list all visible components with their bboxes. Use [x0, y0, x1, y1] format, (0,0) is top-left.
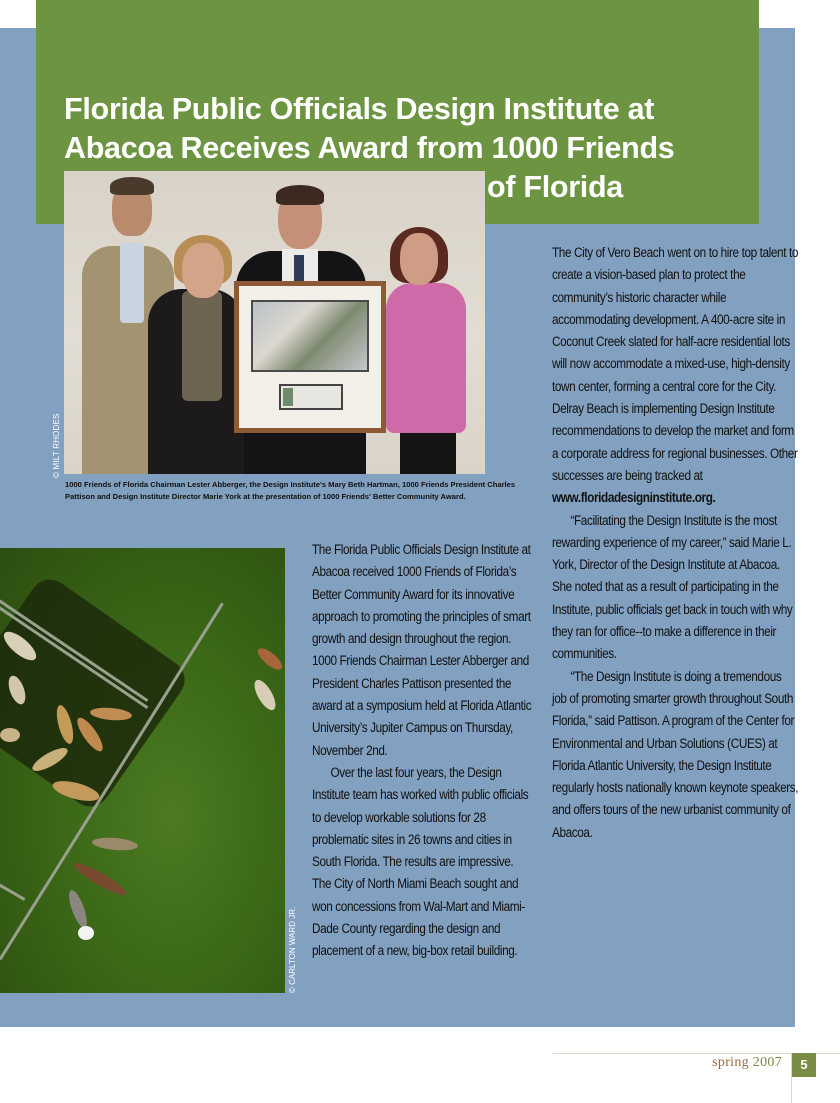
issue-label — [712, 1055, 782, 1071]
cow — [255, 645, 285, 673]
issue-season: spring — [712, 1055, 749, 1070]
award-plaque — [279, 384, 343, 410]
cow — [250, 677, 279, 713]
photo-figure — [182, 243, 224, 298]
body-paragraph: The Florida Public Officials Design Institute at Abacoa received 1000 Friends of Florida’s Better Community Award for its innovative approach to promoting the principles of smart growth and design throughout the region. 1000 Friends Chairman Lester Abberger and President Charles Pattison presented the award at a symposium held at Florida Atlantic University’s Jupiter Campus on Thursday, November 2nd. — [312, 542, 532, 758]
article-body-middle-column — [312, 539, 532, 963]
page-number: 5 — [792, 1053, 816, 1077]
body-paragraph — [552, 242, 798, 510]
photo-figure — [400, 233, 438, 285]
body-paragraph: Over the last four years, the Design Institute team has worked with public officials to develop workable solutions for 28 problematic sites in 26 towns and cities in South Florida. The results are impressive. The City of North Miami Beach sought and won concessions from Wal-Mart and Miami-Dade County regarding the design and placement of a new, big-box retail building. — [312, 764, 529, 959]
body-paragraph: “Facilitating the Design Institute is the most rewarding experience of my career,” said Marie L. York, Director of the Design Institute at Abacoa. She noted that as a result of participating in the Institute, public officials get back in touch with why they ran for office--to make a difference in their communities. — [552, 512, 793, 662]
rider — [92, 836, 139, 852]
photo-credit-award: © MILT RHODES — [52, 413, 61, 478]
article-body-right-column — [552, 242, 798, 844]
rider — [78, 926, 94, 940]
cow — [0, 728, 20, 742]
fence-line — [0, 878, 25, 901]
photo-figure — [276, 185, 324, 205]
rider — [66, 888, 91, 930]
body-paragraph: “The Design Institute is doing a tremendous job of promoting smarter growth throughout South Florida,” said Pattison. A program of the Center for Environmental and Urban Solutions (CUES) at Florida Atlantic University, the Design Institute regularly hosts nationally known keynote speakers, and offers tours of the new urbanist community of Abacoa. — [552, 668, 799, 840]
rider — [71, 859, 129, 899]
photo-figure — [110, 177, 154, 195]
award-frame — [234, 281, 386, 433]
photo-figure — [182, 291, 222, 401]
photo-figure — [120, 243, 144, 323]
issue-year: 2007 — [752, 1055, 782, 1070]
headline-line-1: Florida Public Officials Design Institute at — [64, 92, 655, 126]
award-artwork — [251, 300, 369, 372]
photo-caption: 1000 Friends of Florida Chairman Lester Abberger, the Design Institute's Mary Beth Hartman, 1000 Friends President Charles Pattison and Design Institute Director Marie York at the presentation of 1000 Friends' Better Community Award. — [65, 480, 516, 501]
award-presentation-photo — [64, 171, 485, 474]
headline-line-3: of Florida — [487, 170, 623, 204]
cattle-aerial-photo — [0, 548, 285, 993]
body-text: The City of Vero Beach went on to hire top talent to create a vision-based plan to protect the community’s historic character while accommodating development. A 400-acre site in Coconut Creek slated for half-acre residential lots will now accommodate a mixed-use, high-density town center, forming a central core for the City. Delray Beach is implementing Design Institute recommendations to develop the market and form a corporate address for regional businesses. Other successes are being tracked at — [552, 245, 799, 483]
website-link[interactable]: www.floridadesigninstitute.org. — [552, 490, 716, 506]
photo-figure — [400, 426, 456, 474]
headline-line-2: Abacoa Receives Award from 1000 Friends — [64, 131, 675, 165]
photo-figure — [386, 283, 466, 433]
photo-credit-cattle: © CARLTON WARD JR. — [288, 906, 297, 993]
